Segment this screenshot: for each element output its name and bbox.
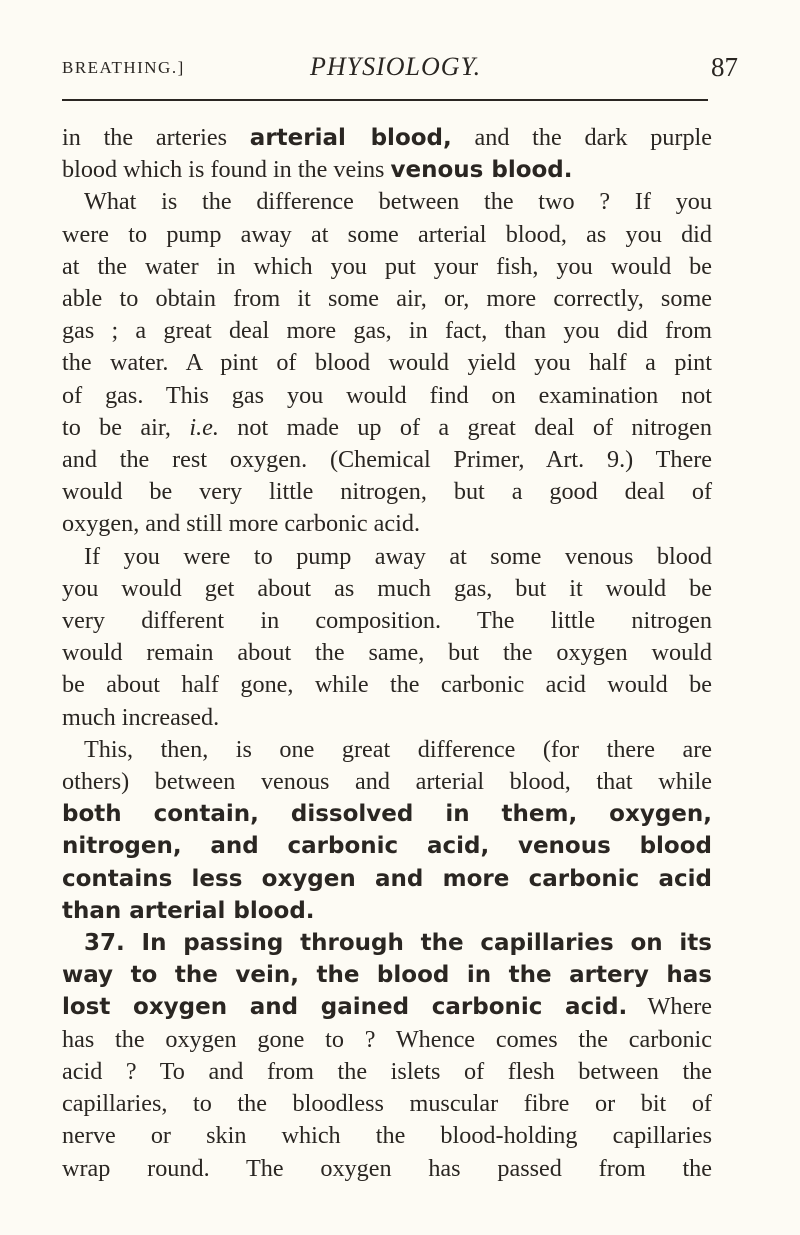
bold-text-segment: way to the vein, the blood in the artery has [62, 962, 712, 989]
text-line [62, 541, 712, 573]
header-book-title: PHYSIOLOGY. [310, 52, 482, 81]
text-segment: gas ; a great deal more gas, in fact, than you did from [62, 317, 712, 345]
text-segment: wrap round. The oxygen has passed from the [62, 1154, 712, 1182]
text-line [62, 927, 712, 959]
text-line [62, 380, 712, 412]
text-line [62, 1153, 712, 1185]
text-line [62, 186, 712, 218]
text-line [62, 1024, 712, 1056]
text-segment: to be air, [62, 413, 190, 441]
bold-text-segment: contains less oxygen and more carbonic acid [62, 865, 712, 892]
text-segment: not made up of a great deal of nitrogen [218, 413, 712, 441]
text-segment: capillaries, to the bloodless muscular fibre or bit of [62, 1090, 712, 1118]
text-segment: What is the difference between the two ? If you [84, 188, 712, 216]
text-segment: the water. A pint of blood would yield you half a pint [62, 349, 712, 377]
text-line [62, 347, 712, 379]
text-segment: has the oxygen gone to ? Whence comes the carbonic [62, 1025, 712, 1053]
text-segment: much increased. [62, 703, 220, 731]
text-segment: acid ? To and from the islets of flesh between the [62, 1057, 712, 1085]
bold-text-segment: venous blood. [390, 157, 573, 184]
italic-text-segment: i.e. [189, 413, 219, 441]
text-line [62, 830, 712, 862]
text-segment: at the water in which you put your fish, you would be [62, 252, 712, 280]
text-line [62, 122, 712, 154]
text-segment: you would get about as much gas, but it would be [62, 574, 712, 602]
text-line [62, 1120, 712, 1152]
text-segment: blood which is found in the veins [62, 156, 391, 184]
text-line [62, 895, 712, 927]
text-line [62, 251, 712, 283]
text-line [62, 991, 712, 1023]
text-segment: in the arteries [62, 124, 250, 151]
text-line [62, 798, 712, 830]
running-header [62, 52, 738, 82]
text-line [62, 573, 712, 605]
text-line [62, 605, 712, 637]
text-line [62, 1056, 712, 1088]
page-body-text [62, 122, 712, 1185]
text-segment: others) between venous and arterial blood, that while [62, 768, 712, 796]
bold-text-segment: arterial blood, [249, 125, 452, 151]
text-segment: and the dark purple [451, 124, 712, 151]
text-line [62, 412, 712, 444]
text-line [62, 766, 712, 798]
text-line [62, 508, 712, 540]
text-line [62, 476, 712, 508]
bold-text-segment: lost oxygen and gained carbonic acid. [62, 994, 628, 1021]
bold-text-segment: 37. In passing through the capillaries on its [84, 930, 712, 957]
text-segment: would remain about the same, but the oxygen would [62, 639, 712, 667]
text-line [62, 1088, 712, 1120]
text-segment: able to obtain from it some air, or, more correctly, some [62, 285, 712, 313]
text-line [62, 863, 712, 895]
page-number: 87 [711, 52, 738, 82]
text-line [62, 734, 712, 766]
text-line [62, 283, 712, 315]
bold-text-segment: both contain, dissolved in them, oxygen, [62, 801, 712, 828]
text-line [62, 702, 712, 734]
text-segment: If you were to pump away at some venous blood [84, 542, 712, 570]
text-segment: This, then, is one great difference (for there are [84, 735, 712, 763]
text-segment: very different in composition. The little nitrogen [62, 607, 712, 635]
text-segment: nerve or skin which the blood-holding capillaries [62, 1122, 712, 1150]
text-line [62, 154, 712, 186]
bold-text-segment: than arterial blood. [62, 897, 315, 924]
text-line [62, 219, 712, 251]
header-rule [62, 99, 708, 101]
bold-text-segment: nitrogen, and carbonic acid, venous blood [62, 833, 712, 860]
text-line [62, 669, 712, 701]
text-segment: would be very little nitrogen, but a good deal of [62, 478, 712, 506]
text-segment: were to pump away at some arterial blood, as you did [62, 220, 712, 248]
text-segment: Where [627, 993, 713, 1021]
text-segment: be about half gone, while the carbonic acid would be [62, 671, 712, 699]
text-line [62, 637, 712, 669]
text-segment: of gas. This gas you would find on examination not [62, 381, 712, 409]
header-section-label: BREATHING.] [62, 58, 185, 77]
text-line [62, 315, 712, 347]
text-line [62, 444, 712, 476]
text-line [62, 959, 712, 991]
text-segment: and the rest oxygen. (Chemical Primer, Art. 9.) There [62, 446, 712, 474]
text-segment: oxygen, and still more carbonic acid. [62, 510, 420, 538]
